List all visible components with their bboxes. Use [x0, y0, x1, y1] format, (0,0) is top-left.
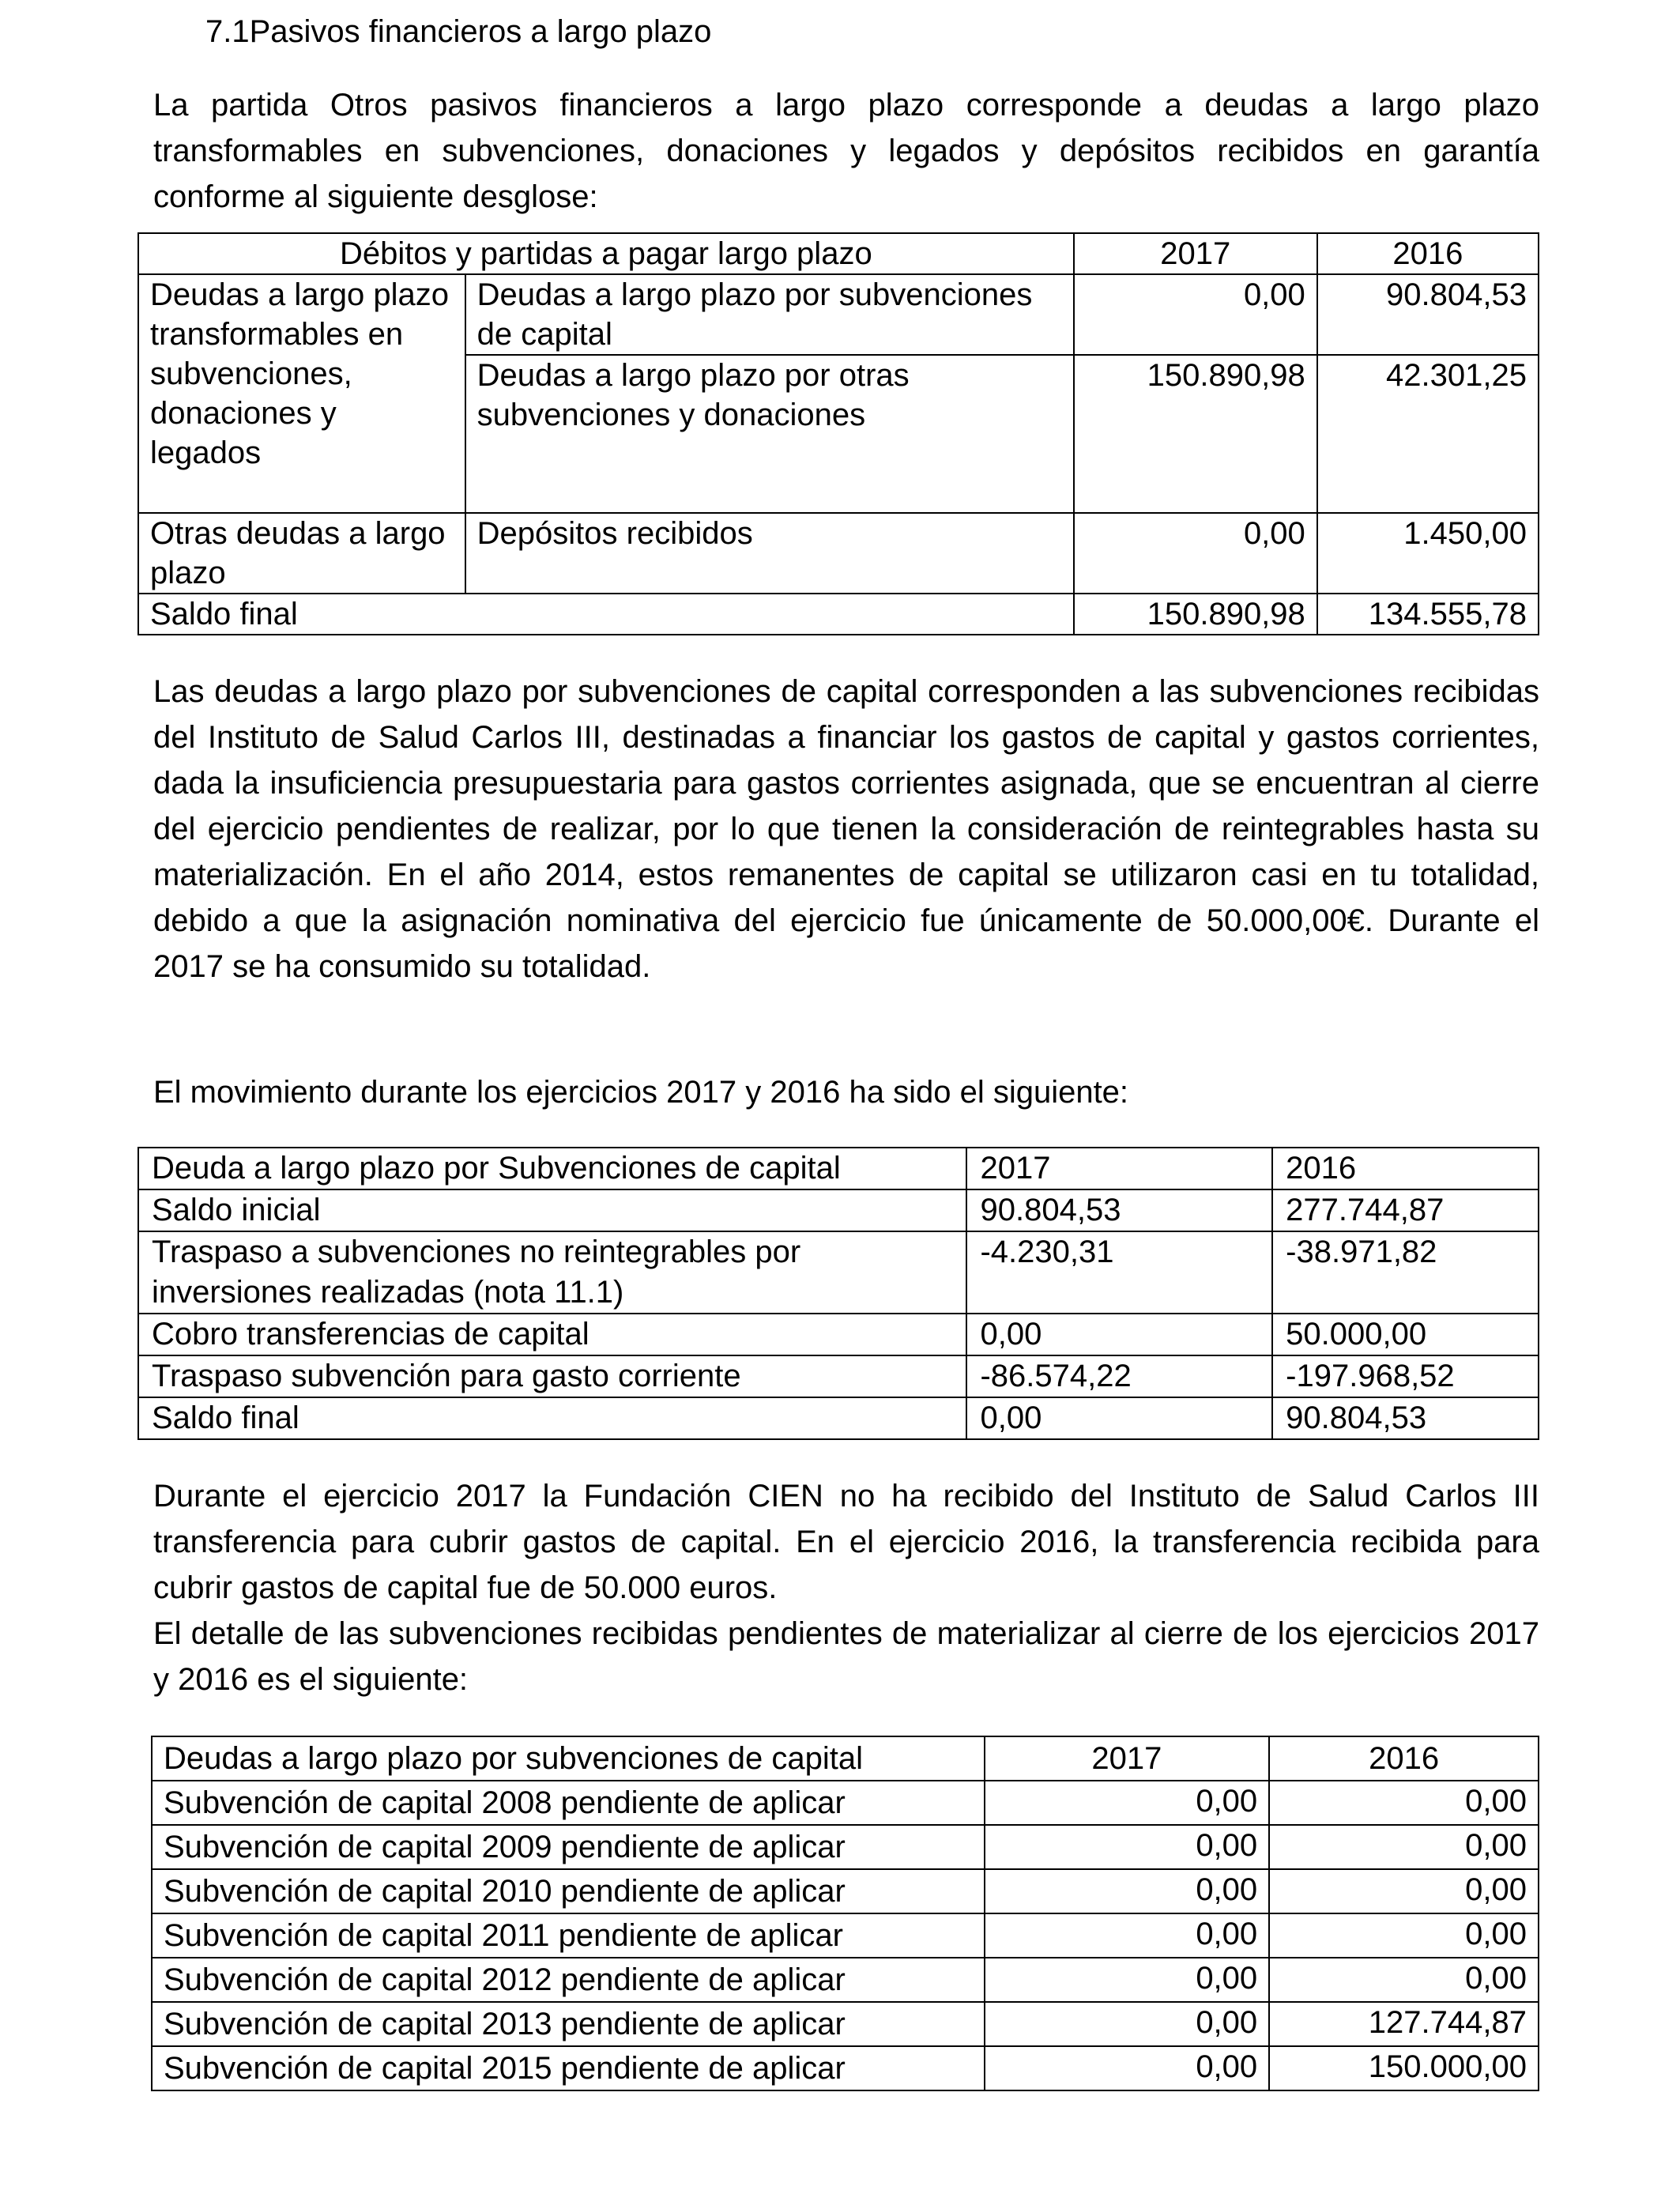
header-label: Débitos y partidas a pagar largo plazo — [138, 233, 1074, 274]
table-row — [152, 2046, 1539, 2090]
table-row — [138, 1355, 1539, 1397]
value-2017: 0,00 — [985, 1913, 1270, 1958]
value-2016: 0,00 — [1269, 1869, 1539, 1913]
header-label: Deudas a largo plazo por subvenciones de capital — [152, 1736, 985, 1781]
table-row — [138, 274, 1539, 355]
table-total-row — [138, 594, 1539, 635]
header-year-2017: 2017 — [966, 1148, 1272, 1189]
row-label: Saldo inicial — [138, 1189, 966, 1231]
value-2017: 0,00 — [966, 1397, 1272, 1439]
row-label: Traspaso subvención para gasto corriente — [138, 1355, 966, 1397]
value-2016: 0,00 — [1269, 1825, 1539, 1869]
capital-subsidies-paragraph: Las deudas a largo plazo por subvenciones de capital corresponden a las subvenciones recibidas del Instituto de Salud Carlos III, destinadas a financiar los gastos de capital y gastos corrientes, dada la insuficiencia presupuestaria para gastos corrientes asignada, que se encuentran al cierre del ejercicio pendientes de realizar, por lo que tienen la consideración de reintegrables hasta su materialización. En el año 2014, estos remanentes de capital se utilizaron casi en tu totalidad, debido a que la asignación nominativa del ejercicio fue únicamente de 50.000,00€. Durante el 2017 se ha consumido su totalidad. — [153, 674, 1539, 984]
row-label: Depósitos recibidos — [465, 513, 1074, 594]
table-header-row — [138, 233, 1539, 274]
table-row — [138, 1314, 1539, 1355]
movement-intro-paragraph: El movimiento durante los ejercicios 2017 y 2016 ha sido el siguiente: — [153, 1075, 1129, 1110]
value-2016: 50.000,00 — [1272, 1314, 1539, 1355]
movement-table — [137, 1147, 1539, 1440]
header-year-2017: 2017 — [1074, 233, 1317, 274]
value-2017: 0,00 — [985, 2046, 1270, 2090]
row-label: Subvención de capital 2010 pendiente de aplicar — [152, 1869, 985, 1913]
table-row — [138, 513, 1539, 594]
row-label: Subvención de capital 2009 pendiente de aplicar — [152, 1825, 985, 1869]
value-2017: -4.230,31 — [966, 1231, 1272, 1314]
value-2016: 0,00 — [1269, 1958, 1539, 2002]
table-header-row — [138, 1148, 1539, 1189]
table-row — [152, 1781, 1539, 1825]
value-2016: 0,00 — [1269, 1781, 1539, 1825]
value-2016: 150.000,00 — [1269, 2046, 1539, 2090]
header-year-2016: 2016 — [1317, 233, 1539, 274]
header-year-2016: 2016 — [1269, 1736, 1539, 1781]
group-label-transformable-debts: Deudas a largo plazo transformables en subvenciones, donaciones y legados — [138, 274, 465, 513]
header-year-2016: 2016 — [1272, 1148, 1539, 1189]
total-label: Saldo final — [138, 594, 1074, 635]
group-label-other-debts: Otras deudas a largo plazo — [138, 513, 465, 594]
value-2016: 90.804,53 — [1317, 274, 1539, 355]
value-2016: 90.804,53 — [1272, 1397, 1539, 1439]
table-row — [138, 1189, 1539, 1231]
value-2017: 0,00 — [985, 1869, 1270, 1913]
debts-breakdown-table — [137, 232, 1539, 635]
table-row — [152, 1825, 1539, 1869]
detail-intro-paragraph: El detalle de las subvenciones recibidas pendientes de materializar al cierre de los ejercicios 2017 y 2016 es el siguiente: — [153, 1616, 1539, 1697]
section-heading: 7.1Pasivos financieros a largo plazo — [205, 14, 712, 49]
value-2016: 1.450,00 — [1317, 513, 1539, 594]
table-header-row — [152, 1736, 1539, 1781]
row-label: Deudas a largo plazo por otras subvenciones y donaciones — [465, 355, 1074, 513]
pending-subsidies-table — [151, 1736, 1539, 2091]
value-2016: 277.744,87 — [1272, 1189, 1539, 1231]
transfer-paragraph: Durante el ejercicio 2017 la Fundación CIEN no ha recibido del Instituto de Salud Carlos III transferencia para cubrir gastos de capital. En el ejercicio 2016, la transferencia recibida para cubrir gastos de capital fue de 50.000 euros. — [153, 1479, 1539, 1605]
value-2016: 42.301,25 — [1317, 355, 1539, 513]
total-2017: 150.890,98 — [1074, 594, 1317, 635]
value-2017: 0,00 — [1074, 513, 1317, 594]
row-label: Saldo final — [138, 1397, 966, 1439]
value-2016: -197.968,52 — [1272, 1355, 1539, 1397]
value-2017: 90.804,53 — [966, 1189, 1272, 1231]
table-row — [138, 1231, 1539, 1314]
value-2017: 0,00 — [985, 1958, 1270, 2002]
row-label: Subvención de capital 2012 pendiente de aplicar — [152, 1958, 985, 2002]
header-label: Deuda a largo plazo por Subvenciones de capital — [138, 1148, 966, 1189]
table-row — [152, 2002, 1539, 2046]
row-label: Deudas a largo plazo por subvenciones de capital — [465, 274, 1074, 355]
value-2016: 0,00 — [1269, 1913, 1539, 1958]
value-2017: 0,00 — [966, 1314, 1272, 1355]
row-label: Subvención de capital 2015 pendiente de aplicar — [152, 2046, 985, 2090]
header-year-2017: 2017 — [985, 1736, 1270, 1781]
value-2017: 0,00 — [985, 1781, 1270, 1825]
table-row — [138, 1397, 1539, 1439]
table-row — [152, 1869, 1539, 1913]
row-label: Subvención de capital 2011 pendiente de aplicar — [152, 1913, 985, 1958]
value-2017: 150.890,98 — [1074, 355, 1317, 513]
intro-paragraph: La partida Otros pasivos financieros a largo plazo corresponde a deudas a largo plazo transformables en subvenciones, donaciones y legados y depósitos recibidos en garantía conforme al siguiente desglose: — [153, 88, 1539, 214]
row-label: Subvención de capital 2013 pendiente de aplicar — [152, 2002, 985, 2046]
row-label: Subvención de capital 2008 pendiente de aplicar — [152, 1781, 985, 1825]
total-2016: 134.555,78 — [1317, 594, 1539, 635]
value-2017: 0,00 — [985, 2002, 1270, 2046]
value-2016: -38.971,82 — [1272, 1231, 1539, 1314]
table-row — [152, 1958, 1539, 2002]
value-2017: -86.574,22 — [966, 1355, 1272, 1397]
row-label: Cobro transferencias de capital — [138, 1314, 966, 1355]
row-label: Traspaso a subvenciones no reintegrables por inversiones realizadas (nota 11.1) — [138, 1231, 966, 1314]
value-2017: 0,00 — [985, 1825, 1270, 1869]
value-2016: 127.744,87 — [1269, 2002, 1539, 2046]
table-row — [152, 1913, 1539, 1958]
value-2017: 0,00 — [1074, 274, 1317, 355]
